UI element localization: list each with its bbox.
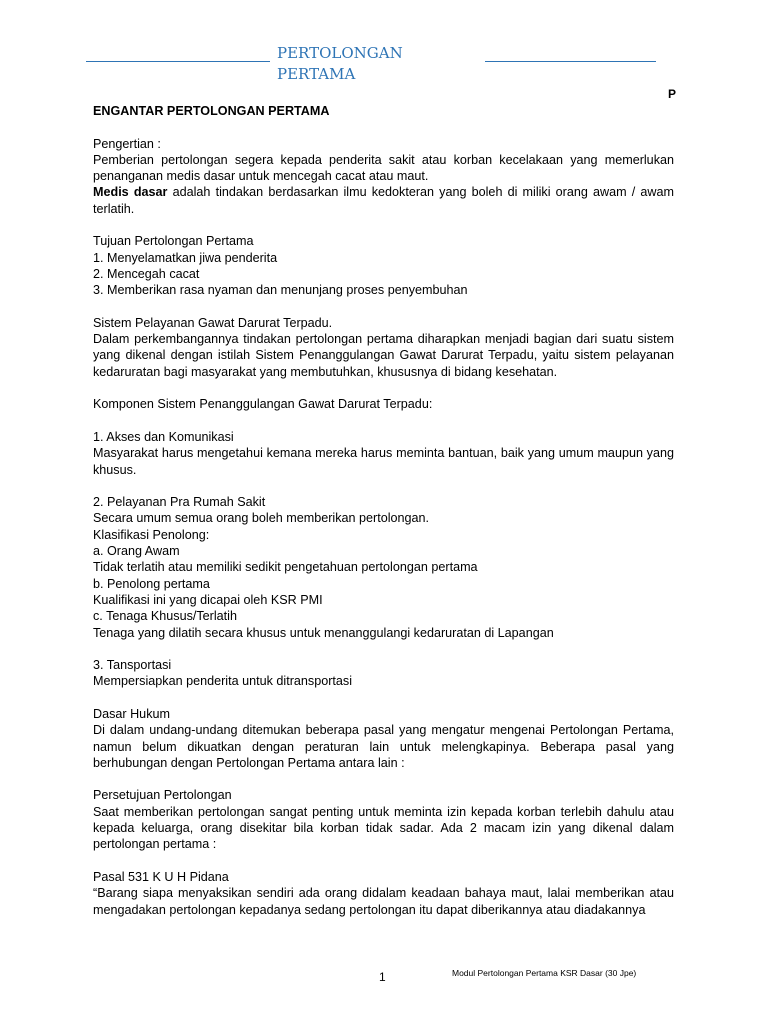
page-number: 1 [379, 970, 386, 984]
persetujuan-text: Saat memberikan pertolongan sangat penting untuk meminta izin kepada korban terlebih dahulu atau kepada keluarga, orang disekitar bila korban tidak sadar. Ada 2 macam izin yang dikenal dalam pertolongan pertama : [93, 804, 674, 852]
corner-mark: P [668, 87, 677, 101]
pra-label: 2. Pelayanan Pra Rumah Sakit [93, 495, 266, 510]
pra-line: Tidak terlatih atau memiliki sedikit pengetahuan pertolongan pertama [93, 560, 478, 575]
footer-module-note: Modul Pertolongan Pertama KSR Dasar (30 Jpe) [452, 968, 637, 978]
transport-text: Mempersiapkan penderita untuk ditransportasi [93, 674, 353, 689]
tujuan-label: Tujuan Pertolongan Pertama [93, 234, 254, 249]
tujuan-item: 2. Mencegah cacat [93, 266, 200, 281]
pra-line: Klasifikasi Penolong: [93, 527, 210, 542]
tujuan-item: 1. Menyelamatkan jiwa penderita [93, 250, 278, 265]
akses-text: Masyarakat harus mengetahui kemana mereka harus meminta bantuan, baik yang umum maupun yang khusus. [93, 446, 674, 477]
transport-label: 3. Tansportasi [93, 658, 172, 673]
medis-definition: adalah tindakan berdasarkan ilmu kedokteran yang boleh di miliki orang awam / awam terlatih. [93, 185, 674, 216]
document-body [93, 103, 674, 918]
title-line-2: PERTAMA [277, 65, 356, 83]
medis-bold-term: Medis dasar [93, 185, 168, 200]
pra-line: a. Orang Awam [93, 544, 180, 559]
akses-label: 1. Akses dan Komunikasi [93, 429, 234, 444]
document-title [277, 43, 403, 85]
tujuan-item: 3. Memberikan rasa nyaman dan menunjang proses penyembuhan [93, 283, 468, 298]
header-rule-left [86, 61, 270, 62]
persetujuan-label: Persetujuan Pertolongan [93, 788, 232, 803]
pengertian-label: Pengertian : [93, 136, 161, 151]
sistem-label: Sistem Pelayanan Gawat Darurat Terpadu. [93, 315, 333, 330]
pra-line: b. Penolong pertama [93, 576, 210, 591]
section-heading: ENGANTAR PERTOLONGAN PERTAMA [93, 104, 330, 118]
pra-line: Secara umum semua orang boleh memberikan pertolongan. [93, 511, 430, 526]
pra-line: Tenaga yang dilatih secara khusus untuk menanggulangi kedaruratan di Lapangan [93, 625, 554, 640]
header-rule-right [485, 61, 656, 62]
sistem-text: Dalam perkembangannya tindakan pertolongan pertama diharapkan menjadi bagian dari suatu sistem yang dikenal dengan istilah Sistem Penanggulangan Gawat Darurat Terpadu, yaitu sistem pelayanan kedaruratan bagi masyarakat yang membutuhkan, khususnya di bidang kesehatan. [93, 332, 674, 379]
title-line-1: PERTOLONGAN [277, 44, 403, 62]
pengertian-text: Pemberian pertolongan segera kepada penderita sakit atau korban kecelakaan yang memerlukan penanganan medis dasar untuk mencegah cacat atau maut. [93, 152, 674, 184]
medis-paragraph [93, 184, 674, 217]
hukum-text: Di dalam undang-undang ditemukan beberapa pasal yang mengatur mengenai Pertolongan Pertama, namun belum dikuatkan dengan peraturan lain untuk melengkapinya. Beberapa pasal yang berhubungan dengan Pertolongan Pertama antara lain : [93, 723, 674, 770]
hukum-label: Dasar Hukum [93, 706, 170, 721]
komponen-label: Komponen Sistem Penanggulangan Gawat Darurat Terpadu: [93, 397, 433, 412]
pra-line: c. Tenaga Khusus/Terlatih [93, 609, 237, 624]
pasal-text: “Barang siapa menyaksikan sendiri ada orang didalam keadaan bahaya maut, lalai memberikan atau mengadakan pertolongan kepadanya sedang pertolongan itu dapat diberikannya atau diadakannya [93, 886, 674, 917]
pra-line: Kualifikasi ini yang dicapai oleh KSR PMI [93, 592, 323, 607]
pasal-label: Pasal 531 K U H Pidana [93, 869, 229, 884]
